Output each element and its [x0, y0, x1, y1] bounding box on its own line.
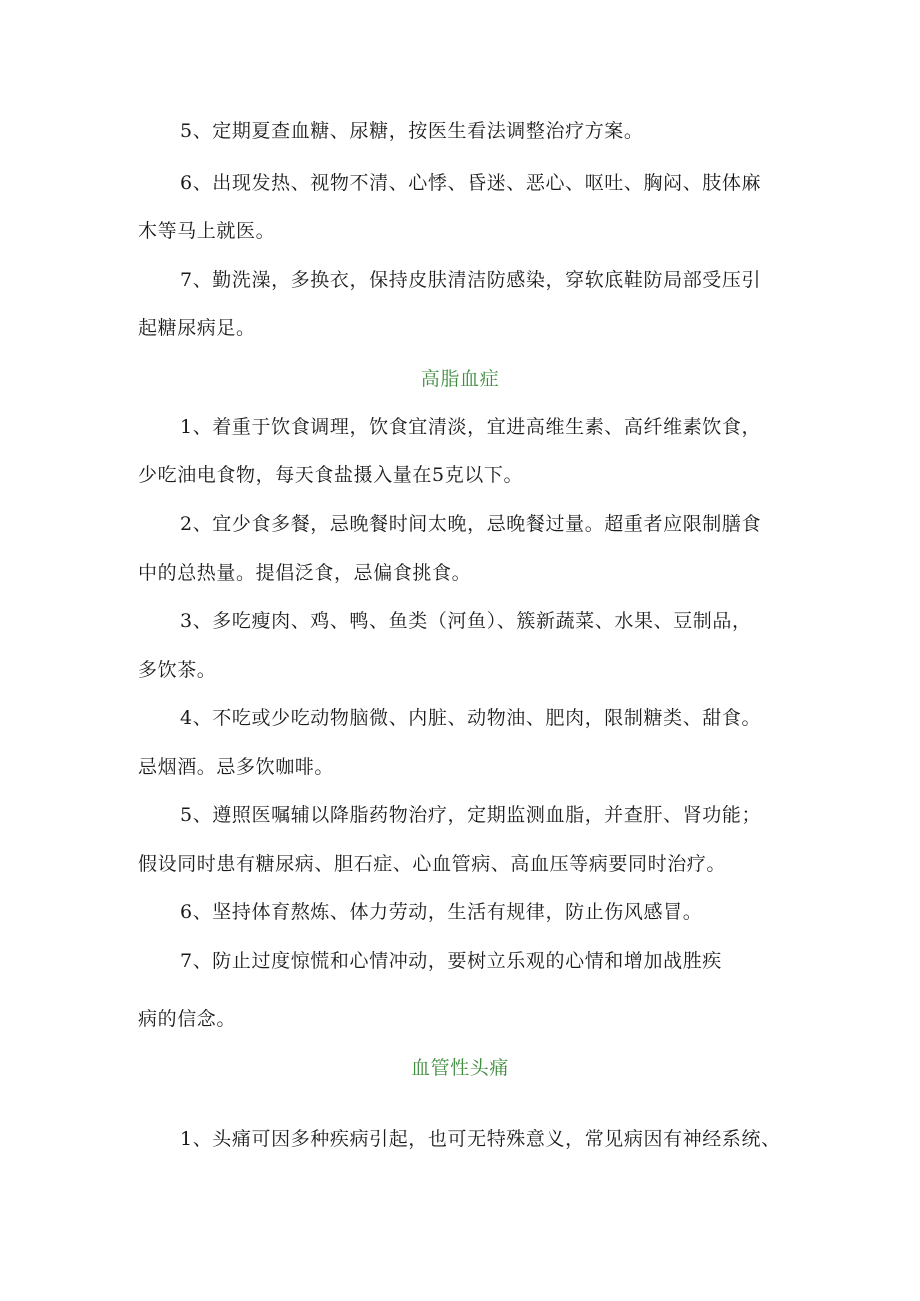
hyperlipidemia-item-4-line-1: 4、不吃或少吃动物脑微、内脏、动物油、肥肉，限制糖类、甜食。 [180, 707, 762, 729]
hyperlipidemia-item-1-line-1: 1、着重于饮食调理，饮食宜清淡，宜进高维生素、高纤维素饮食， [180, 416, 762, 438]
hyperlipidemia-item-2-line-1: 2、宜少食多餐，忌晚餐时间太晚，忌晚餐过量。超重者应限制膳食 [180, 513, 762, 535]
hyperlipidemia-item-3-line-1: 3、多吃瘦肉、鸡、鸭、鱼类（河鱼）、簇新蔬菜、水果、豆制品， [180, 610, 752, 632]
vascular-headache-heading: 血管性头痛 [410, 1057, 509, 1079]
hyperlipidemia-item-1-line-2: 少吃油电食物，每天食盐摄入量在5克以下。 [138, 464, 524, 486]
hyperlipidemia-item-4-line-2: 忌烟酒。忌多饮咖啡。 [138, 756, 335, 778]
diabetes-item-5: 5、定期夏查血糖、尿糖，按医生看法调整治疗方案。 [180, 120, 644, 142]
hyperlipidemia-item-6: 6、坚持体育熬炼、体力劳动，生活有规律，防止伤风感冒。 [180, 901, 703, 923]
diabetes-item-6-line-1: 6、出现发热、视物不清、心悸、昏迷、恶心、呕吐、胸闷、肢体麻 [180, 172, 762, 194]
hyperlipidemia-item-5-line-1: 5、遵照医嘱辅以降脂药物治疗，定期监测血脂，并查肝、肾功能； [180, 804, 762, 826]
diabetes-item-6-line-2: 木等马上就医。 [138, 220, 276, 242]
hyperlipidemia-item-2-line-2: 中的总热量。提倡泛食，忌偏食挑食。 [138, 562, 472, 584]
hyperlipidemia-item-5-line-2: 假设同时患有糖尿病、胆石症、心血管病、高血压等病要同时治疗。 [138, 853, 727, 875]
diabetes-item-7-line-1: 7、勤洗澡，多换衣，保持皮肤清洁防感染，穿软底鞋防局部受压引 [180, 269, 762, 291]
hyperlipidemia-item-7-line-2: 病的信念。 [138, 1008, 237, 1030]
vascular-headache-item-1-line-1: 1、头痛可因多种疾病引起，也可无特殊意义，常见病因有神经系统、 [180, 1128, 781, 1150]
hyperlipidemia-heading: 高脂血症 [420, 368, 500, 390]
diabetes-item-7-line-2: 起糖尿病足。 [138, 317, 256, 339]
hyperlipidemia-item-7-line-1: 7、防止过度惊慌和心情冲动，要树立乐观的心情和增加战胜疾 [180, 950, 722, 972]
hyperlipidemia-item-3-line-2: 多饮茶。 [138, 659, 217, 681]
